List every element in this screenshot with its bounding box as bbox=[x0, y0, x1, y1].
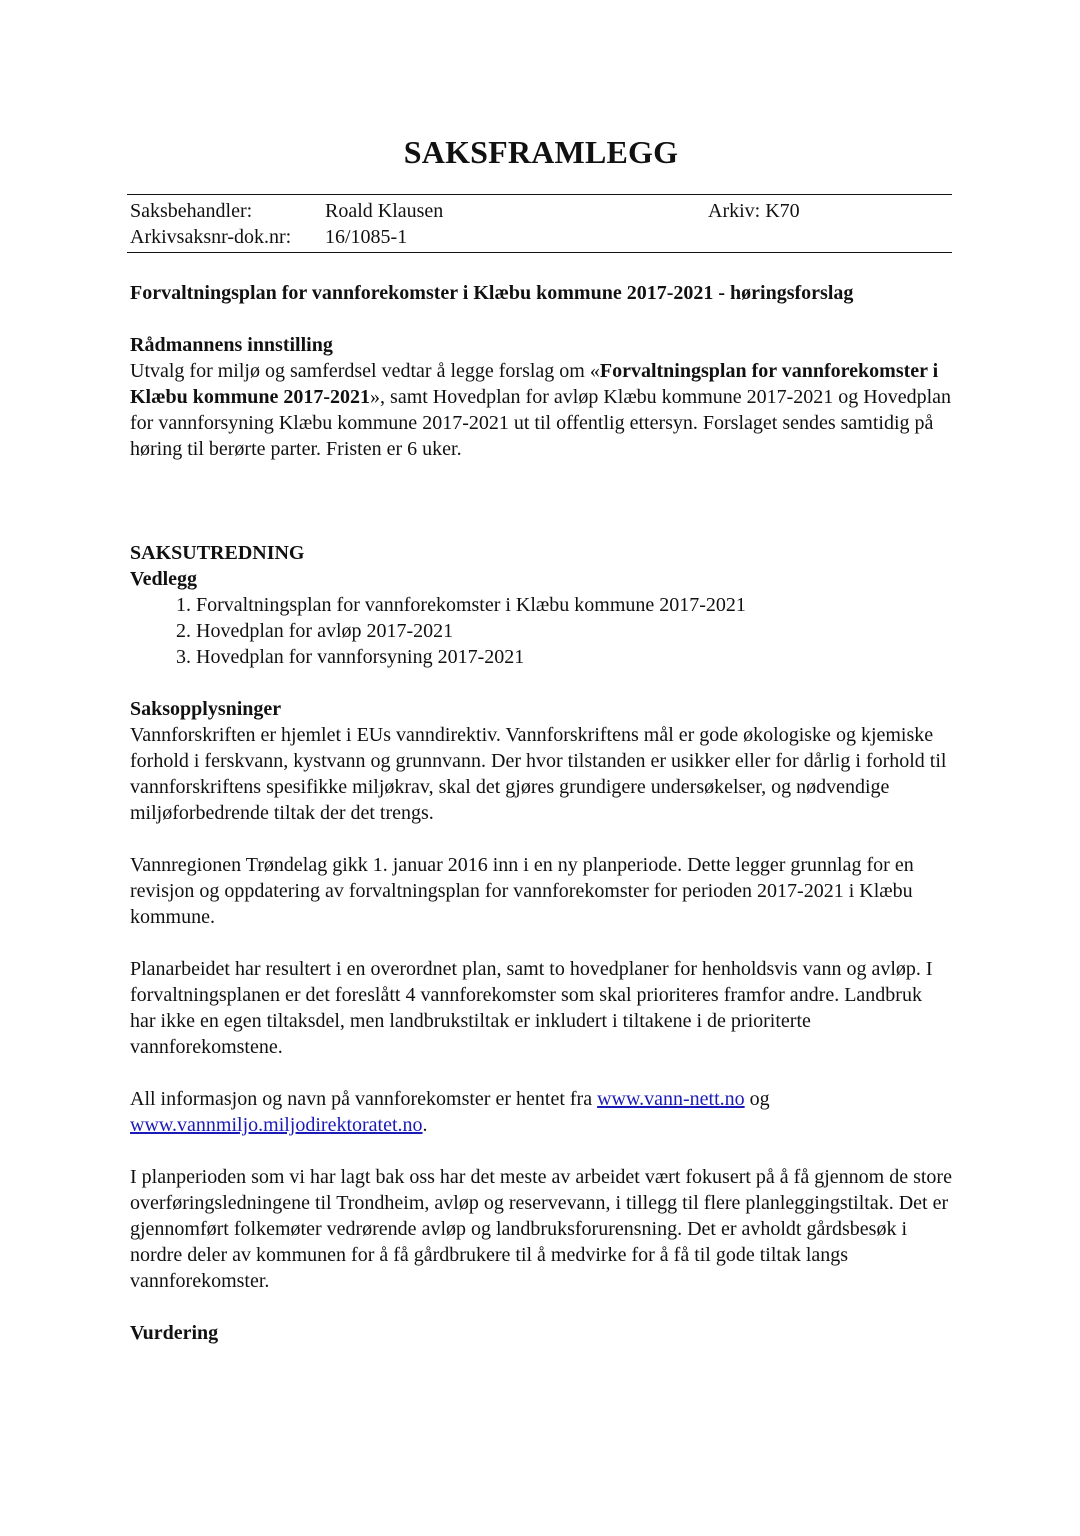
header-rule-bottom bbox=[127, 252, 952, 253]
document-body bbox=[130, 280, 952, 1346]
spacer bbox=[130, 1294, 952, 1320]
arkiv-code: Arkiv: K70 bbox=[708, 200, 800, 222]
innstilling-heading: Rådmannens innstilling bbox=[130, 334, 333, 356]
case-subject: Forvaltningsplan for vannforekomster i Klæbu kommune 2017-2021 - høringsforslag bbox=[130, 282, 854, 304]
link-vann-nett[interactable]: www.vann-nett.no bbox=[597, 1088, 745, 1110]
saksbehandler-label: Saksbehandler: bbox=[130, 200, 253, 222]
meta-row-saksbehandler bbox=[130, 198, 952, 224]
innstilling-text-part-1: Utvalg for miljø og samferdsel vedtar å legge forslag om « bbox=[130, 360, 600, 382]
arkivsaksnr-value: 16/1085-1 bbox=[325, 226, 408, 248]
saksopplysninger-heading: Saksopplysninger bbox=[130, 698, 282, 720]
spacer bbox=[130, 826, 952, 852]
spacer bbox=[130, 930, 952, 956]
innstilling-text bbox=[130, 358, 952, 462]
sources-paragraph bbox=[130, 1086, 952, 1138]
spacer bbox=[130, 1060, 952, 1086]
spacer bbox=[130, 670, 952, 696]
sources-text-1: All informasjon og navn på vannforekomster er hentet fra bbox=[130, 1088, 598, 1110]
sources-text-3: . bbox=[422, 1114, 428, 1136]
saksbehandler-value: Roald Klausen bbox=[325, 200, 444, 222]
vedlegg-item: 1. Forvaltningsplan for vannforekomster i Klæbu kommune 2017-2021 bbox=[196, 592, 952, 618]
vurdering-heading: Vurdering bbox=[130, 1322, 219, 1344]
spacer bbox=[130, 462, 952, 540]
saksopplysninger-paragraph: Vannforskriften er hjemlet i EUs vanndirektiv. Vannforskriftens mål er gode økologiske og kjemiske forhold i ferskvann, kystvann og grunnvann. Der hvor tilstanden er usikker eller for dårlig i forhold til vannforskriftens spesifikke miljøkrav, skal det gjøres grundigere undersøkelser, og nødvendige miljøforbedrende tiltak der det trengs. bbox=[130, 724, 947, 824]
spacer bbox=[130, 1138, 952, 1164]
vedlegg-list bbox=[130, 592, 952, 670]
vedlegg-item: 2. Hovedplan for avløp 2017-2021 bbox=[196, 618, 952, 644]
innstilling-text-bold: Forvaltningsplan for vannforekomster i Klæbu kommune 2017-2021 bbox=[130, 360, 939, 408]
saksopplysninger-paragraph: Vannregionen Trøndelag gikk 1. januar 2016 inn i en ny planperiode. Dette legger grunnlag for en revisjon og oppdatering av forvaltningsplan for vannforekomster for perioden 2017-2021 i Klæbu kommune. bbox=[130, 854, 914, 928]
saksopplysninger-paragraph: Planarbeidet har resultert i en overordnet plan, samt to hovedplaner for henholdsvis vann og avløp. I forvaltningsplanen er det foreslått 4 vannforekomster som skal prioriteres framfor andre. Landbruk har ikke en egen tiltaksdel, men landbrukstiltak er inkludert i tiltakene i de prioriterte vannforekomstene. bbox=[130, 958, 933, 1058]
document-title: SAKSFRAMLEGG bbox=[403, 134, 679, 170]
vedlegg-item: 3. Hovedplan for vannforsyning 2017-2021 bbox=[196, 644, 952, 670]
sources-text-2: og bbox=[744, 1088, 770, 1110]
innstilling-text-part-2: », samt Hovedplan for avløp Klæbu kommune 2017-2021 og Hovedplan for vannforsyning Klæbu kommune 2017-2021 ut til offentlig ettersyn. Forslaget sendes samtidig på høring til berørte parter. Fristen er 6 uker. bbox=[130, 386, 952, 460]
saksutredning-heading: SAKSUTREDNING bbox=[130, 542, 305, 564]
case-metadata bbox=[130, 198, 952, 250]
saksopplysninger-paragraph: I planperioden som vi har lagt bak oss har det meste av arbeidet vært fokusert på å få gjennom de store overføringsledningene til Trondheim, avløp og reservevann, i tillegg til flere planleggingstiltak. Det er gjennomført folkemøter vedrørende avløp og landbruksforurensning. Det er avholdt gårdsbesøk i nordre deler av kommunen for å få gårdbrukere til å medvirke for å få til gode tiltak langs vannforekomster. bbox=[130, 1166, 952, 1292]
link-vannmiljo[interactable]: www.vannmiljo.miljodirektoratet.no bbox=[130, 1114, 423, 1136]
header-rule-top bbox=[127, 194, 952, 195]
meta-row-arkivsaksnr bbox=[130, 224, 952, 250]
vedlegg-heading: Vedlegg bbox=[130, 568, 198, 590]
arkivsaksnr-label: Arkivsaksnr-dok.nr: bbox=[130, 226, 292, 248]
